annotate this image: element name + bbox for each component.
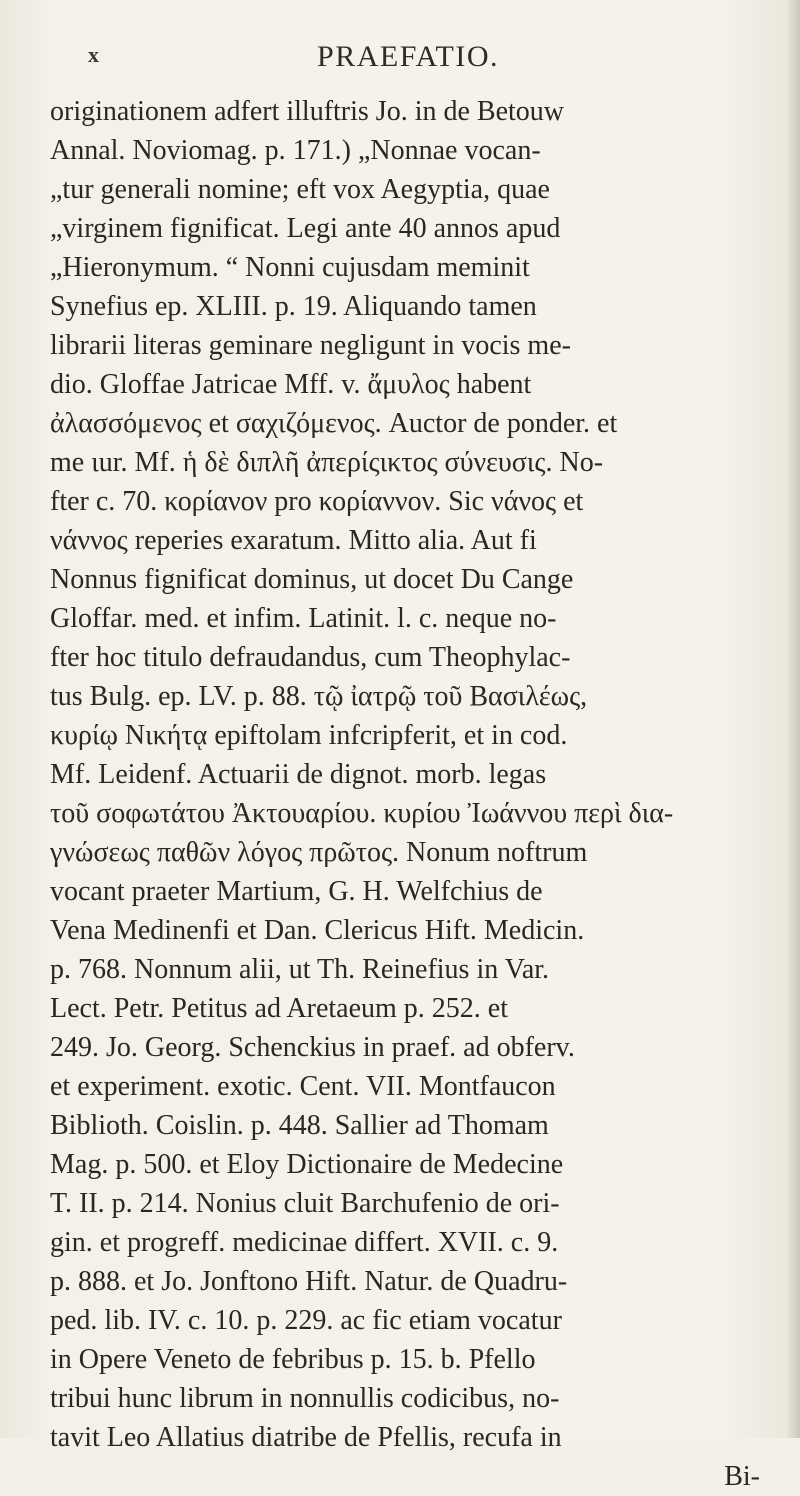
text-line: 249. Jo. Georg. Schenckius in praef. ad obferv. [50, 1032, 575, 1063]
text-line: γνώσεως παθῶν λόγος πρῶτος. Nonum noftrum [50, 837, 588, 868]
text-line: Vena Medinenfi et Dan. Clericus Hift. Medicin. [50, 915, 585, 946]
text-line: Biblioth. Coislin. p. 448. Sallier ad Thomam [50, 1110, 549, 1141]
text-line: dio. Gloffae Jatricae Mff. v. ἄμυλος habent [50, 369, 532, 400]
text-line: κυρίῳ Νικήτᾳ epiftolam infcripferit, et in cod. [50, 720, 568, 751]
text-line: gin. et progreff. medicinae differt. XVII. c. 9. [50, 1227, 559, 1258]
text-line: librarii literas geminare negligunt in vocis me- [50, 330, 571, 361]
text-line: et experiment. exotic. Cent. VII. Montfaucon [50, 1071, 556, 1102]
text-line: in Opere Veneto de febribus p. 15. b. Pfello [50, 1344, 536, 1375]
page-edge-shadow [786, 0, 800, 1438]
text-line: „Hieronymum. “ Nonni cujusdam meminit [50, 252, 530, 283]
text-line: Mf. Leidenf. Actuarii de dignot. morb. legas [50, 759, 547, 790]
page-header [88, 40, 728, 84]
text-line: fter hoc titulo defraudandus, cum Theophylac- [50, 642, 571, 673]
text-line: Nonnus fignificat dominus, ut docet Du Cange [50, 564, 574, 595]
text-line: Annal. Noviomag. p. 171.) „Nonnae vocan- [50, 135, 541, 166]
text-line: ἀλασσόμενος et σαχιζόμενος. Auctor de ponder. et [50, 408, 618, 439]
text-line: me ιur. Mf. ἡ δὲ διπλῆ ἀπερίςικτος σύνευσις. No- [50, 447, 604, 478]
text-line: tavit Leo Allatius diatribe de Pfellis, recufa in [50, 1422, 562, 1453]
text-line: tribui hunc librum in nonnullis codicibus, no- [50, 1383, 560, 1414]
text-line: „tur generali nomine; eft vox Aegyptia, quae [50, 174, 550, 205]
text-line: originationem adfert illuftris Jo. in de Betouw [50, 96, 565, 127]
text-line: Mag. p. 500. et Eloy Dictionaire de Medecine [50, 1149, 564, 1180]
text-line: T. II. p. 214. Nonius cluit Barchufenio de ori- [50, 1188, 560, 1219]
running-title: PRAEFATIO. [317, 40, 499, 73]
text-line: tus Bulg. ep. LV. p. 88. τῷ ἰατρῷ τοῦ Βασιλέως, [50, 681, 588, 712]
text-line: Synefius ep. XLIII. p. 19. Aliquando tamen [50, 291, 537, 322]
text-line: Lect. Petr. Petitus ad Aretaeum p. 252. et [50, 993, 509, 1024]
text-line: fter c. 70. κορίανον pro κορίαννον. Sic νάνος et [50, 486, 584, 517]
body-text [50, 92, 770, 1496]
text-line: ped. lib. IV. c. 10. p. 229. ac fic etiam vocatur [50, 1305, 562, 1336]
text-line: νάννος reperies exaratum. Mitto alia. Aut fi [50, 525, 537, 556]
text-line: vocant praeter Martium, G. H. Welfchius de [50, 876, 543, 907]
page-mark: x [88, 42, 99, 67]
text-line: τοῦ σοφωτάτου Ἀκτουαρίου. κυρίου Ἰωάννου περὶ δια- [50, 798, 674, 829]
text-line: p. 888. et Jo. Jonftono Hift. Natur. de Quadru- [50, 1266, 568, 1297]
text-line: p. 768. Nonnum alii, ut Th. Reinefius in Var. [50, 954, 550, 985]
catchword: Bi- [724, 1461, 760, 1492]
text-line: Gloffar. med. et infim. Latinit. l. c. neque no- [50, 603, 557, 634]
text-line: „virginem fignificat. Legi ante 40 annos apud [50, 213, 561, 244]
